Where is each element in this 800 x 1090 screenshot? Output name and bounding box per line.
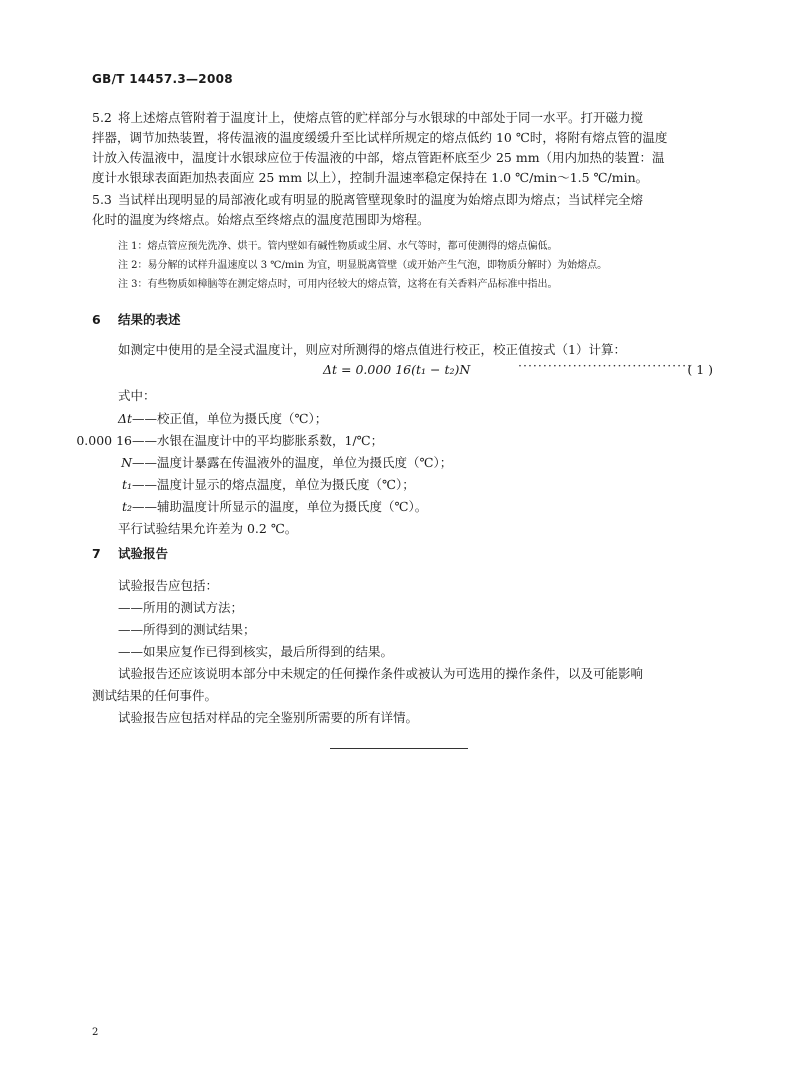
page-number: 2 <box>92 1027 99 1038</box>
clause-number: 5.3 <box>92 192 112 207</box>
tolerance-statement: 平行试验结果允许差为 0.2 ℃。 <box>118 521 298 536</box>
paragraph-line: 试验报告还应该说明本部分中未规定的任何操作条件或被认为可选用的操作条件，以及可能影响 <box>118 666 644 681</box>
definition-symbol: 0.000 16 <box>76 433 132 448</box>
note: 注 1：熔点管应预先洗净、烘干。管内壁如有碱性物质或尘屑、水气等时，都可使测得的熔点偏低。 <box>118 241 558 252</box>
definition-symbol: t₁ <box>121 477 132 492</box>
clause-text-line: 当试样出现明显的局部液化或有明显的脱离管壁现象时的温度为始熔点即为熔点；当试样完全熔 <box>118 192 644 207</box>
section-number: 7 <box>92 546 101 561</box>
note: 注 3：有些物质如樟脑等在测定熔点时，可用内径较大的熔点管，这将在有关香料产品标准中指出。 <box>118 279 558 290</box>
list-item: ——如果应复作已得到核实，最后所得到的结果。 <box>118 644 394 659</box>
where-label: 式中： <box>118 388 156 403</box>
clause-5-3 <box>92 190 712 230</box>
clause-5-2 <box>92 108 712 188</box>
clause-text-line: 计放入传温液中，温度计水银球应位于传温液的中部，熔点管距杯底至少 25 mm（用内加热的装置：温 <box>92 150 665 165</box>
formula-leader-dots: ··································· <box>518 358 693 373</box>
equation-number: ( 1 ) <box>687 362 713 377</box>
definition-row <box>52 409 327 427</box>
final-statement: 试验报告应包括对样品的完全鉴别所需要的所有详情。 <box>118 710 419 725</box>
definition-text: ——辅助温度计所显示的温度，单位为摄氏度（℃）。 <box>132 499 428 514</box>
end-rule <box>330 748 468 749</box>
definition-text: ——校正值，单位为摄氏度（℃）； <box>132 411 328 426</box>
clause-text-line: 化时的温度为终熔点。始熔点至终熔点的温度范围即为熔程。 <box>92 212 430 227</box>
definition-symbol: Δt <box>117 411 132 426</box>
section-7-heading <box>92 544 168 562</box>
list-item: ——所得到的测试结果； <box>118 622 256 637</box>
definition-text: ——温度计显示的熔点温度，单位为摄氏度（℃）； <box>132 477 415 492</box>
section-7-intro: 试验报告应包括： <box>118 578 219 593</box>
section-title: 试验报告 <box>118 546 169 561</box>
formula: Δt = 0.000 16(t₁ − t₂)N <box>323 362 471 377</box>
definition-row <box>52 431 383 449</box>
definition-row <box>52 497 427 515</box>
definition-row <box>52 453 452 471</box>
notes <box>118 237 713 294</box>
definition-row <box>52 475 415 493</box>
clause-text-line: 拌器，调节加热装置，将传温液的温度缓缓升至比试样所规定的熔点低约 10 ℃时，将附有熔点管的温度 <box>92 130 668 145</box>
paragraph-line: 测试结果的任何事件。 <box>92 688 218 703</box>
definition-text: ——水银在温度计中的平均膨胀系数，1/℃； <box>132 433 384 448</box>
definition-text: ——温度计暴露在传温液外的温度，单位为摄氏度（℃）； <box>132 455 453 470</box>
clause-number: 5.2 <box>92 110 112 125</box>
note: 注 2：易分解的试样升温速度以 3 ℃/min 为宜，明显脱离管壁（或开始产生气泡，即物质分解时）为始熔点。 <box>118 260 608 271</box>
definition-symbol: N <box>121 455 132 470</box>
clause-text-line: 度计水银球表面距加热表面应 25 mm 以上），控制升温速率稳定保持在 1.0 ℃/min～1.5 ℃/min。 <box>92 170 649 185</box>
list-item: ——所用的测试方法； <box>118 600 244 615</box>
definition-symbol: t₂ <box>121 499 132 514</box>
section-number: 6 <box>92 312 101 327</box>
clause-text-line: 将上述熔点管附着于温度计上，使熔点管的贮样部分与水银球的中部处于同一水平。打开磁力搅 <box>118 110 644 125</box>
standard-code: GB/T 14457.3—2008 <box>92 72 233 86</box>
section-6-heading <box>92 310 181 328</box>
section-6-intro: 如测定中使用的是全浸式温度计，则应对所测得的熔点值进行校正，校正值按式（1）计算： <box>118 342 626 357</box>
section-title: 结果的表述 <box>118 312 181 327</box>
